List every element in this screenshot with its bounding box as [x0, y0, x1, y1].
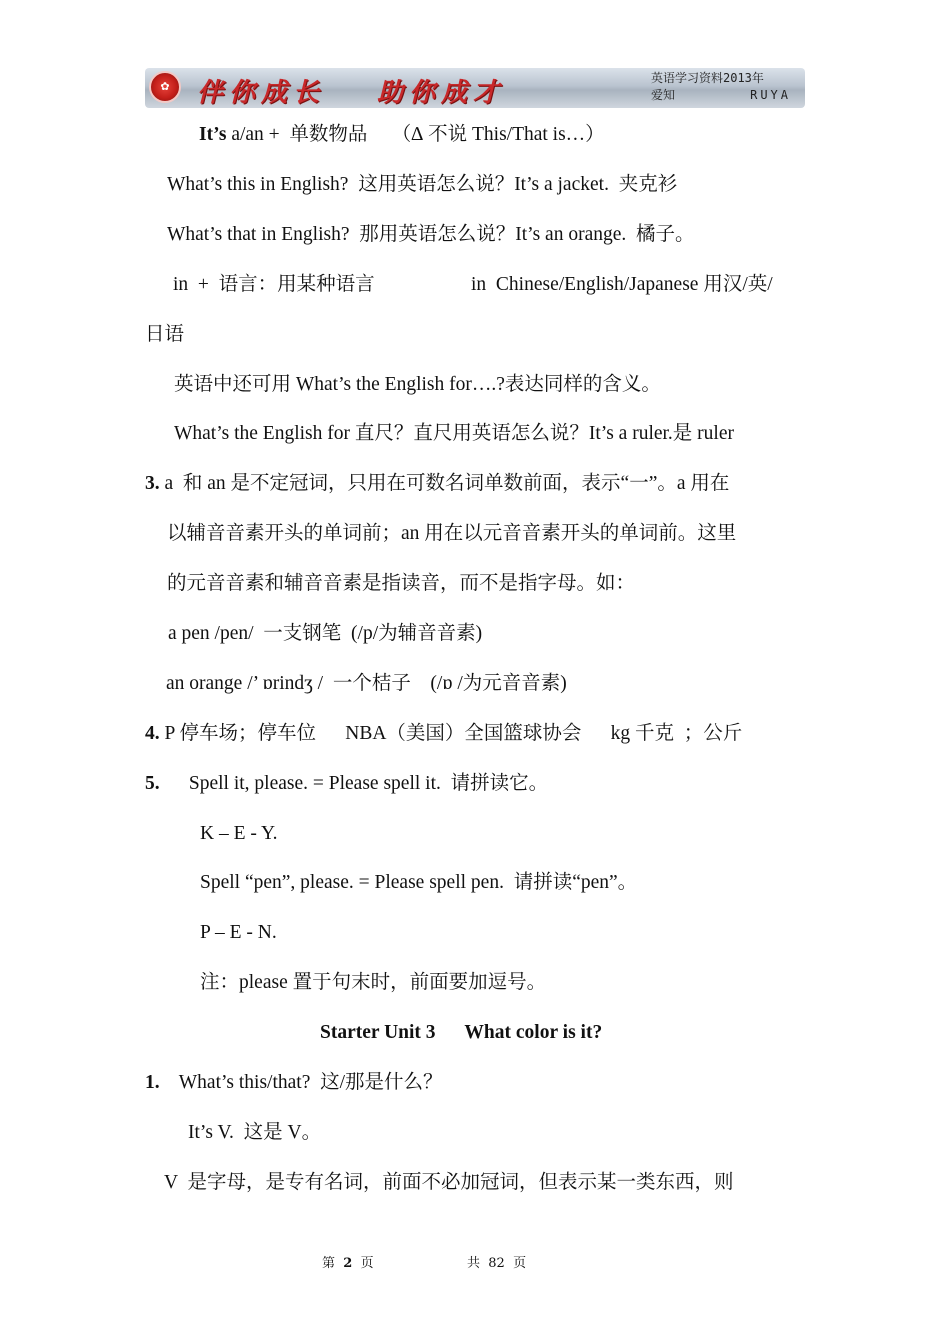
text-span: a/an + 单数物品 （∆ 不说 This/That is…） — [226, 124, 605, 145]
text-line-16: Spell “pen”, please. = Please spell pen. 请拼读“pen”。 — [200, 872, 638, 893]
text-span: P 停车场；停车位 NBA（美国）全国篮球协会 kg 千克 ；公斤 — [159, 723, 743, 744]
motto-left: 伴你成长 — [197, 78, 326, 108]
text-span: a 和 an 是不定冠词，只用在可数名词单数前面，表示“一”。a 用在 — [159, 473, 730, 494]
item-number: 1. — [145, 1072, 160, 1093]
text-line-14 — [145, 772, 548, 796]
text-line-2: What’s this in English? 这用英语怎么说？It’s a jacket. 夹克衫 — [167, 174, 678, 195]
logo-icon: ✿ — [149, 71, 181, 103]
header-banner — [145, 68, 805, 108]
text-line-5: 日语 — [145, 324, 185, 345]
text-line-3: What’s that in English? 那用英语怎么说？It’s an orange. 橘子。 — [167, 224, 695, 245]
text-span: Spell it, please. = Please spell it. 请拼读它。 — [159, 773, 549, 794]
total-num: 82 — [488, 1256, 505, 1271]
text-line-4b: in Chinese/English/Japanese 用汉/英/ — [471, 274, 773, 295]
text-line-17: P – E - N. — [200, 922, 277, 943]
text-line-18: 注：please 置于句末时，前面要加逗号。 — [200, 972, 547, 993]
text-line-4a: in + 语言：用某种语言 — [173, 274, 375, 295]
section-title: Starter Unit 3 What color is it? — [320, 1022, 603, 1043]
total-pages — [467, 1252, 526, 1271]
header-label-name: 爱知 — [651, 88, 676, 102]
text-line-7: What’s the English for 直尺？直尺用英语怎么说？It’s a ruler.是 ruler — [174, 423, 734, 444]
page-prefix: 第 — [322, 1256, 336, 1271]
text-line-21: It’s V. 这是 V。 — [188, 1122, 322, 1143]
page-number — [322, 1252, 374, 1271]
text-line-1 — [199, 123, 605, 147]
text-bold: It’s — [199, 124, 227, 145]
text-line-10: 的元音音素和辅音音素是指读音，而不是指字母。如： — [167, 573, 636, 594]
text-span: What’s this/that? 这/那是什么？ — [159, 1072, 443, 1093]
text-line-20 — [145, 1071, 443, 1095]
header-label-top: 英语学习资料2013年 — [651, 71, 764, 85]
text-line-15: K – E - Y. — [200, 823, 278, 844]
item-number: 5. — [145, 773, 160, 794]
text-line-8 — [145, 472, 729, 496]
text-line-13 — [145, 722, 742, 746]
header-label-code: RUYA — [750, 88, 791, 102]
text-line-11: a pen /pen/ 一支钢笔 (/p/为辅音音素) — [168, 623, 483, 644]
total-suffix: 页 — [513, 1256, 527, 1271]
text-line-9: 以辅音音素开头的单词前；an 用在以元音音素开头的单词前。这里 — [167, 523, 737, 544]
total-prefix: 共 — [467, 1256, 481, 1271]
item-number: 3. — [145, 473, 160, 494]
page-num: 2 — [343, 1256, 353, 1271]
header-label — [651, 70, 791, 104]
header-label-bottom — [651, 87, 791, 104]
text-line-6: 英语中还可用 What’s the English for….?表达同样的含义。 — [174, 374, 661, 395]
text-line-22: V 是字母，是专有名词，前面不必加冠词，但表示某一类东西，则 — [164, 1172, 734, 1193]
page-suffix: 页 — [360, 1256, 374, 1271]
item-number: 4. — [145, 723, 160, 744]
text-line-12: an orange /’ ɒrindʒ / 一个桔子 (/ɒ /为元音音素) — [166, 673, 567, 694]
motto-right: 助你成才 — [377, 78, 506, 108]
